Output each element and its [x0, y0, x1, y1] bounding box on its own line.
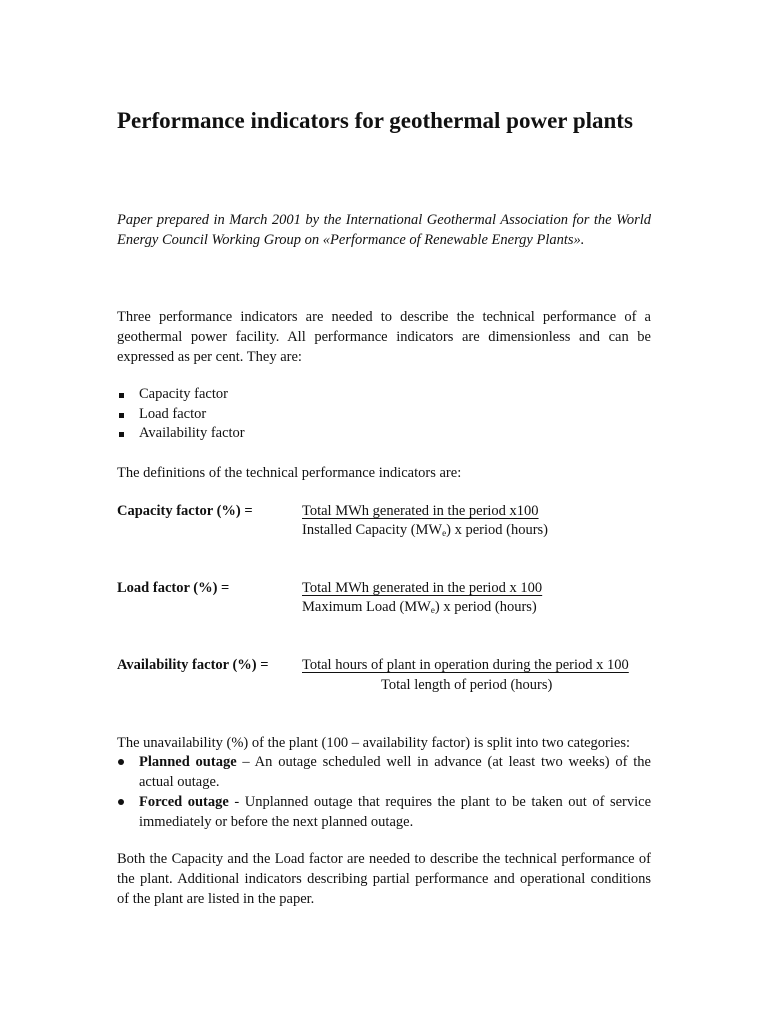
- list-item: Planned outage – An outage scheduled well in advance (at least two weeks) of the actual outage.: [117, 752, 651, 792]
- availability-factor-numerator: Total hours of plant in operation during the period x 100: [302, 657, 629, 673]
- capacity-factor-numerator: Total MWh generated in the period x100: [302, 503, 539, 519]
- unavailability-intro: The unavailability (%) of the plant (100 – availability factor) is split into two categories:: [117, 735, 630, 751]
- list-item: Capacity factor: [117, 385, 245, 405]
- list-item: Availability factor: [117, 424, 245, 444]
- capacity-factor-denominator: Installed Capacity $(MW_e)$ x period (hours): [302, 522, 549, 538]
- availability-factor-denominator: Total length of period (hours): [381, 677, 553, 693]
- definitions-intro: The definitions of the technical performance indicators are:: [117, 465, 462, 481]
- indicator-list: [117, 385, 245, 444]
- page-title: Performance indicators for geothermal power plants: [117, 108, 633, 133]
- load-factor-label: Load factor (%) =: [117, 580, 230, 596]
- outage-list: [117, 752, 651, 832]
- load-factor-denominator: Maximum Load $(MW_e)$ x period (hours): [302, 599, 537, 615]
- closing-paragraph: Both the Capacity and the Load factor are needed to describe the technical performance of the plant. Additional indicators describing partial performance and operational conditions of the plant are listed in the paper.: [117, 851, 651, 907]
- list-item: Load factor: [117, 405, 245, 425]
- list-item: Forced outage - Unplanned outage that requires the plant to be taken out of service immediately or before the next planned outage.: [117, 792, 651, 832]
- capacity-factor-label: Capacity factor (%) =: [117, 503, 253, 519]
- intro-paragraph: Paper prepared in March 2001 by the International Geothermal Association for the World Energy Council Working Group on «Performance of Renewable Energy Plants».: [117, 212, 651, 248]
- load-factor-numerator: Total MWh generated in the period x 100: [302, 580, 543, 596]
- availability-factor-label: Availability factor (%) =: [117, 657, 269, 673]
- performance-paragraph: Three performance indicators are needed to describe the technical performance of a geothermal power facility. All performance indicators are dimensionless and can be expressed as per cent. They are:: [117, 309, 651, 365]
